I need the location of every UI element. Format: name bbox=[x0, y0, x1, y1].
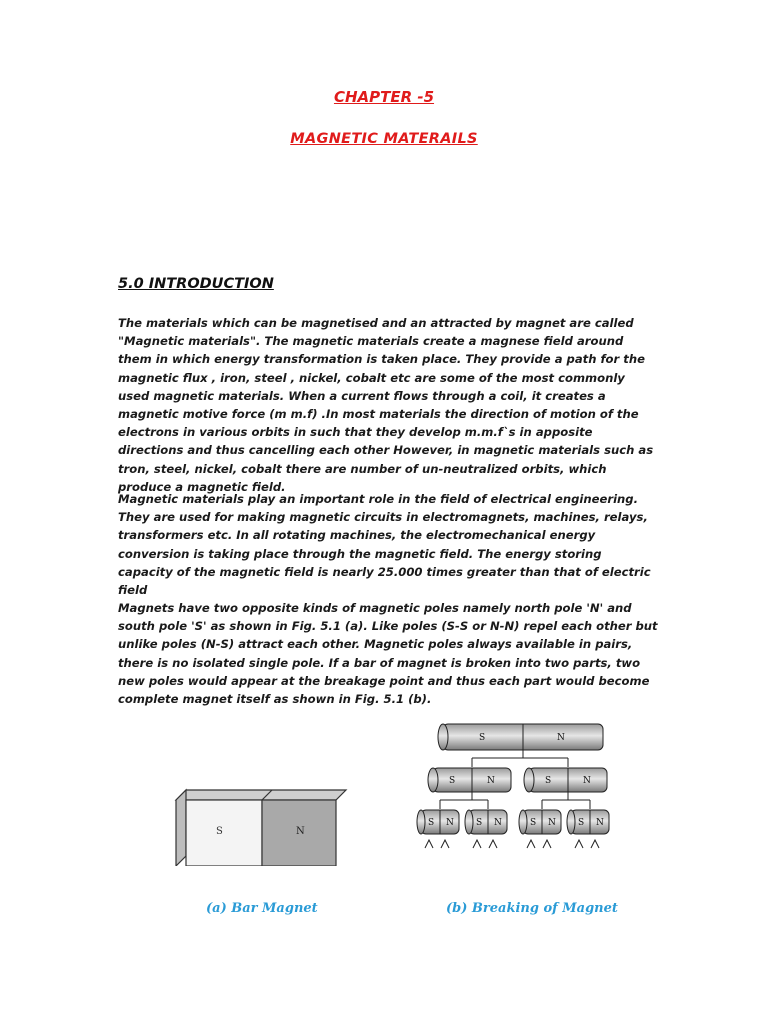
paragraph-poles: Magnets have two opposite kinds of magnetic poles namely north pole 'N' and south pole 'S' as shown in Fig. 5.1 (a). Like poles (S-S or N-N) repel each other but unlike poles (N-S) attract each other. Magnetic poles always available in pairs, there is no isolated single pole. If a bar of magnet is broken into two parts, two new poles would appear at the breakage point and thus each part would become complete magnet itself as shown in Fig. 5.1 (b). bbox=[118, 601, 658, 707]
paragraph-intro-lead: The materials which can be magnetised and an attracted by magnet are called bbox=[118, 316, 634, 330]
quarter-4-n-label: N bbox=[596, 818, 604, 828]
quarter-1-s-label: S bbox=[428, 818, 435, 828]
breaking-magnet-figure bbox=[415, 720, 615, 860]
bar-magnet-south-half bbox=[186, 800, 262, 866]
whole-magnet-end bbox=[438, 724, 448, 750]
half-right-s-label: S bbox=[545, 776, 552, 786]
chapter-title bbox=[0, 131, 768, 147]
whole-magnet-s-label: S bbox=[479, 733, 486, 743]
half-left-s-label: S bbox=[449, 776, 456, 786]
bar-magnet-s-label: S bbox=[216, 826, 223, 837]
bar-magnet-n-label: N bbox=[296, 826, 305, 837]
quarter-2-n-label: N bbox=[494, 818, 502, 828]
chapter-number-text: CHAPTER -5 bbox=[333, 88, 435, 106]
bar-magnet-top-face bbox=[176, 790, 346, 800]
whole-magnet-n-label: N bbox=[557, 733, 565, 743]
quarter-2-s-label: S bbox=[476, 818, 483, 828]
half-right-n-label: N bbox=[583, 776, 591, 786]
section-heading: 5.0 INTRODUCTION bbox=[118, 276, 274, 292]
quarter-4-s-label: S bbox=[578, 818, 585, 828]
chapter-number bbox=[0, 88, 768, 106]
paragraph-applications: Magnetic materials play an important role in the field of electrical engineering. They are used for making magnetic circuits in electromagnets, machines, relays, transformers etc. In all rotating machines, the electromechanical energy conversion is taking place through the magnetic field. The energy storing capacity of the magnetic field is nearly 25.000 times greater than that of electric field bbox=[118, 492, 651, 598]
caption-bar-magnet: (a) Bar Magnet bbox=[206, 901, 318, 916]
quarter-3-n-label: N bbox=[548, 818, 556, 828]
paragraph-intro-rest: . The magnetic materials create a magnese field around them in which energy transformation is taken place. They provide a path for the magnetic flux , iron, steel , nickel, cobalt etc are some of the most commonly used magnetic materials. When a current flows through a coil, it creates a magnetic motive force (m m.f) .In most materials the direction of motion of the electrons in various orbits in such that they develop m.m.f`s in apposite directions and thus cancelling each other However, in magnetic materials such as tron, steel, nickel, cobalt there are number of un-neutralized orbits, which produce a magnetic field. bbox=[118, 334, 654, 494]
bar-magnet-side-face bbox=[176, 790, 186, 866]
quarter-1-n-label: N bbox=[446, 818, 454, 828]
bar-magnet-figure bbox=[172, 786, 372, 866]
caption-breaking-magnet: (b) Breaking of Magnet bbox=[446, 901, 618, 916]
chapter-title-text: MAGNETIC MATERAILS bbox=[290, 131, 478, 147]
magnetic-materials-term: "Magnetic materials" bbox=[118, 334, 256, 349]
paragraph-intro bbox=[118, 314, 658, 496]
half-left-n-label: N bbox=[487, 776, 495, 786]
quarter-3-s-label: S bbox=[530, 818, 537, 828]
